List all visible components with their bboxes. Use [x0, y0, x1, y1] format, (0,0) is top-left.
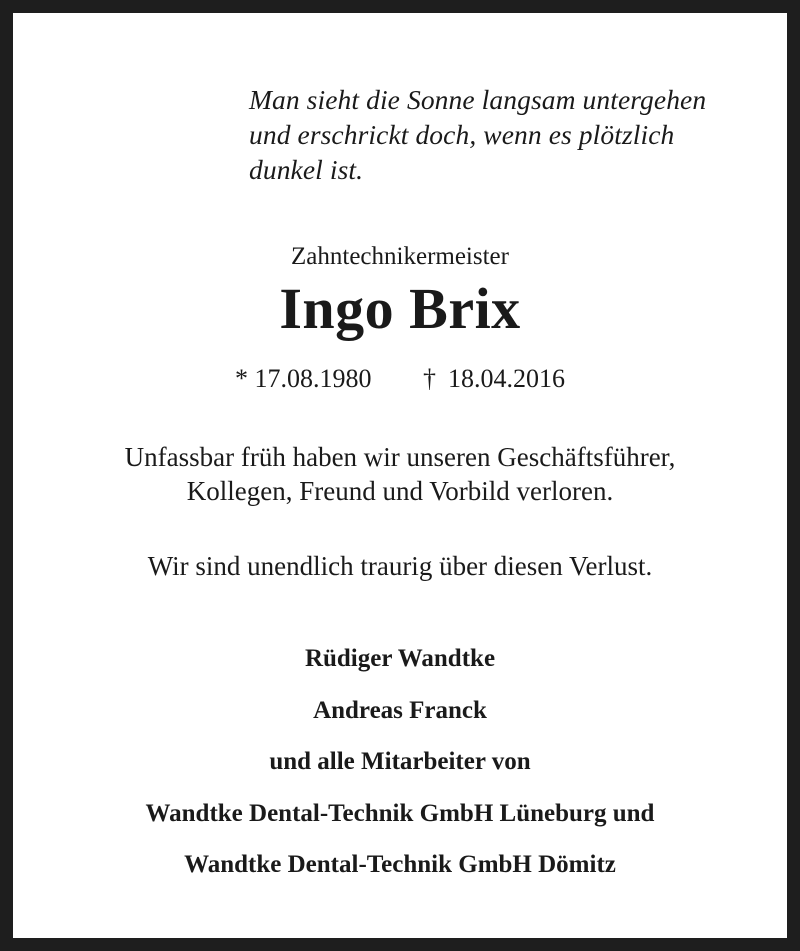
signer-company: Wandtke Dental-Technik GmbH Lüneburg und [145, 799, 655, 827]
death-cross-icon: † [423, 364, 436, 393]
quote-line: Man sieht die Sonne langsam untergehen [249, 84, 707, 115]
message-line: Kollegen, Freund und Vorbild verloren. [186, 475, 614, 506]
profession: Zahntechnikermeister [291, 243, 509, 270]
signer-name: Andreas Franck [313, 696, 487, 724]
life-dates [13, 363, 787, 395]
quote-line: und erschrickt doch, wenn es plötzlich [249, 119, 675, 150]
message-line: Unfassbar früh haben wir unseren Geschäftsführer, [124, 442, 676, 472]
condolence-message [13, 441, 787, 508]
quote [249, 82, 789, 187]
quote-line: dunkel ist. [249, 154, 364, 185]
death-date: 18.04.2016 [448, 364, 565, 393]
birth-date: 17.08.1980 [254, 364, 372, 393]
closing-message: Wir sind unendlich traurig über diesen Verlust. [147, 551, 653, 581]
signer-name: Rüdiger Wandtke [304, 645, 496, 672]
birth-symbol: * [235, 364, 248, 393]
signers [13, 645, 787, 903]
signer-company: Wandtke Dental-Technik GmbH Dömitz [184, 851, 616, 878]
signer-line: und alle Mitarbeiter von [269, 748, 531, 775]
deceased-name: Ingo Brix [279, 276, 521, 341]
